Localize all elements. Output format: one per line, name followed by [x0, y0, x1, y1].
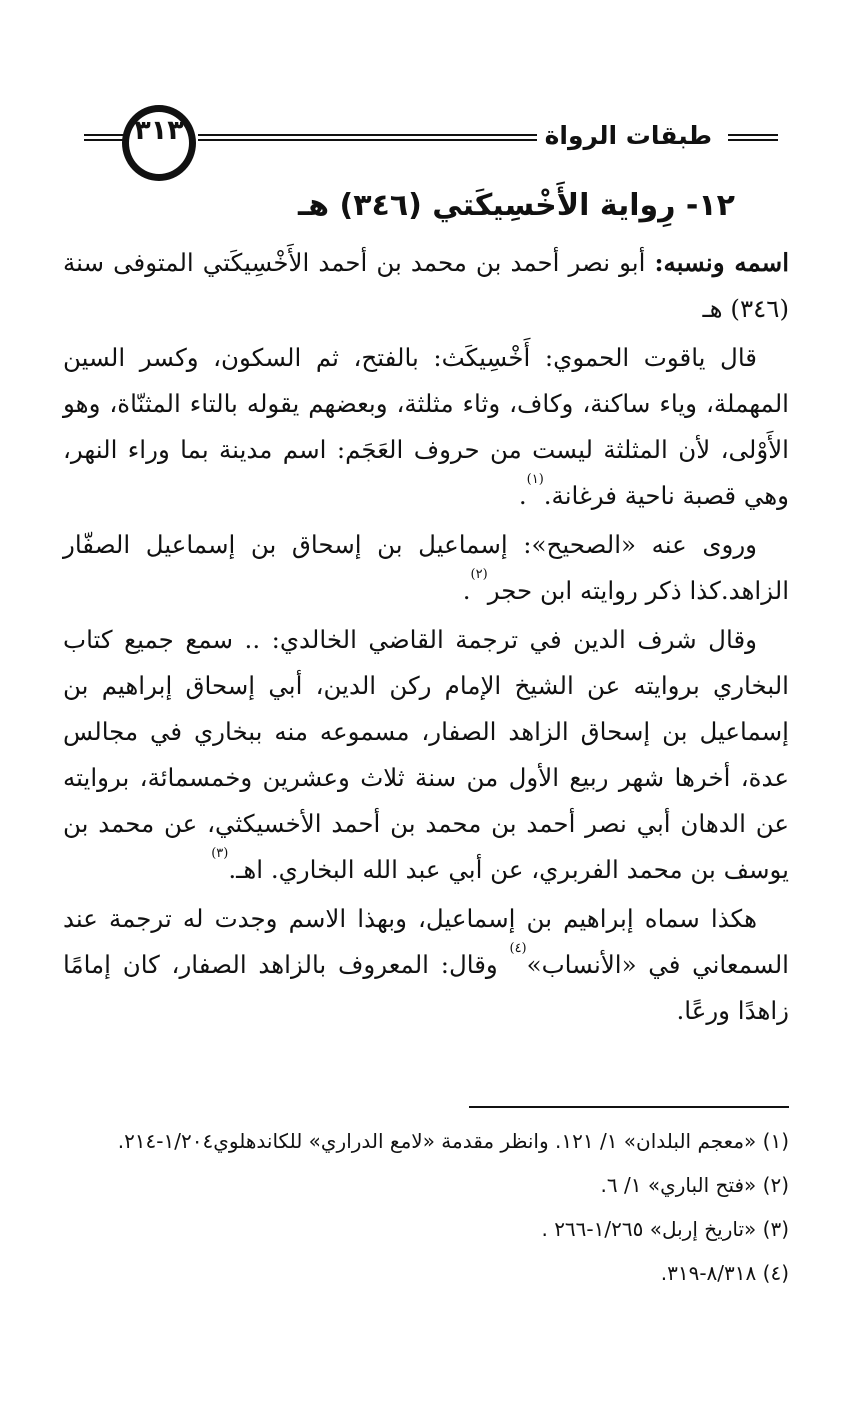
section-title: ١٢- رِواية الأَخْسِيكَتي (٣٤٦) هـ [298, 188, 735, 223]
footnote-item: (٣) «تاريخ إربل» ١/٢٦٥-٢٦٦ . [541, 1217, 789, 1241]
page-number-circle [122, 105, 196, 181]
paragraph-text: وقال شرف الدين في ترجمة القاضي الخالدي: .. سمع جميع كتاب البخاري بروايته عن الشيخ الإمام ركن الدين، أبي إسحاق إبراهيم بن إسماعيل بن إسحاق الزاهد الصفار، مسموعه منه ببخاري في مجالس عدة، أخرها شهر ربيع الأول من سنة ثلاث وعشرين وخمسمائة، بروايته عن الدهان أبي نصر أحمد بن محمد بن أحمد الأخسيكثي، عن محمد بن يوسف بن محمد الفربري، عن أبي عبد الله البخاري. اهـ. [63, 625, 789, 884]
paragraph-end: . [518, 481, 527, 510]
footnote-marker[interactable]: (٤) [509, 941, 527, 956]
paragraph-yaqut-quote [63, 335, 789, 519]
footnote-marker[interactable]: (٢) [470, 567, 488, 582]
page-header [78, 105, 780, 185]
paragraph-sharaf-quote [63, 617, 789, 893]
paragraph-text: هكذا سماه إبراهيم بن إسماعيل، وبهذا الاسم وجدت له ترجمة عند السمعاني في «الأنساب» [63, 904, 789, 979]
main-text [63, 240, 789, 1037]
paragraph-text: وقال: المعروف بالزاهد الصفار، كان إمامًا زاهدًا ورعًا. [63, 950, 789, 1025]
paragraph-name-lineage [63, 240, 789, 332]
header-rule-right [728, 134, 778, 141]
paragraph-end: . [462, 576, 471, 605]
paragraph-narration [63, 522, 789, 614]
page-number: ٣١٣ [134, 114, 184, 146]
running-title: طبقات الرواة [537, 121, 720, 150]
header-rule-left [84, 134, 124, 141]
footnote-item: (٤) ٨/٣١٨-٣١٩. [660, 1261, 789, 1285]
footnote-item: (١) «معجم البلدان» ١/ ١٢١. وانظر مقدمة «لامع الدراري» للكاندهلوي١/٢٠٤-٢١٤. [117, 1129, 789, 1153]
paragraph-samani [63, 896, 789, 1034]
footnote-marker[interactable]: (١) [526, 472, 544, 487]
lead-term: اسمه ونسبه: [654, 248, 789, 277]
footnote-marker[interactable]: (٣) [211, 846, 229, 861]
paragraph-text: وروى عنه «الصحيح»: إسماعيل بن إسحاق بن إسماعيل الصفّار الزاهد.كذا ذكر روايته ابن حجر [63, 530, 789, 605]
paragraph-text: قال ياقوت الحموي: أَخْسِيكَث: بالفتح، ثم السكون، وكسر السين المهملة، وياء ساكنة، وكاف، وثاء مثلثة، وبعضهم يقوله بالتاء المثنّاة، وهو الأَوْلى، لأن المثلثة ليست من حروف العَجَم: اسم مدينة بما وراء النهر، وهي قصبة ناحية فرغانة. [63, 343, 789, 510]
paragraph-text: أبو نصر أحمد بن محمد بن أحمد الأَخْسِيكَتي المتوفى سنة (٣٤٦) هـ [63, 248, 789, 323]
footnote-separator [469, 1106, 789, 1108]
footnote-item: (٢) «فتح الباري» ١/ ٦. [600, 1173, 789, 1197]
footnotes [63, 1120, 789, 1296]
